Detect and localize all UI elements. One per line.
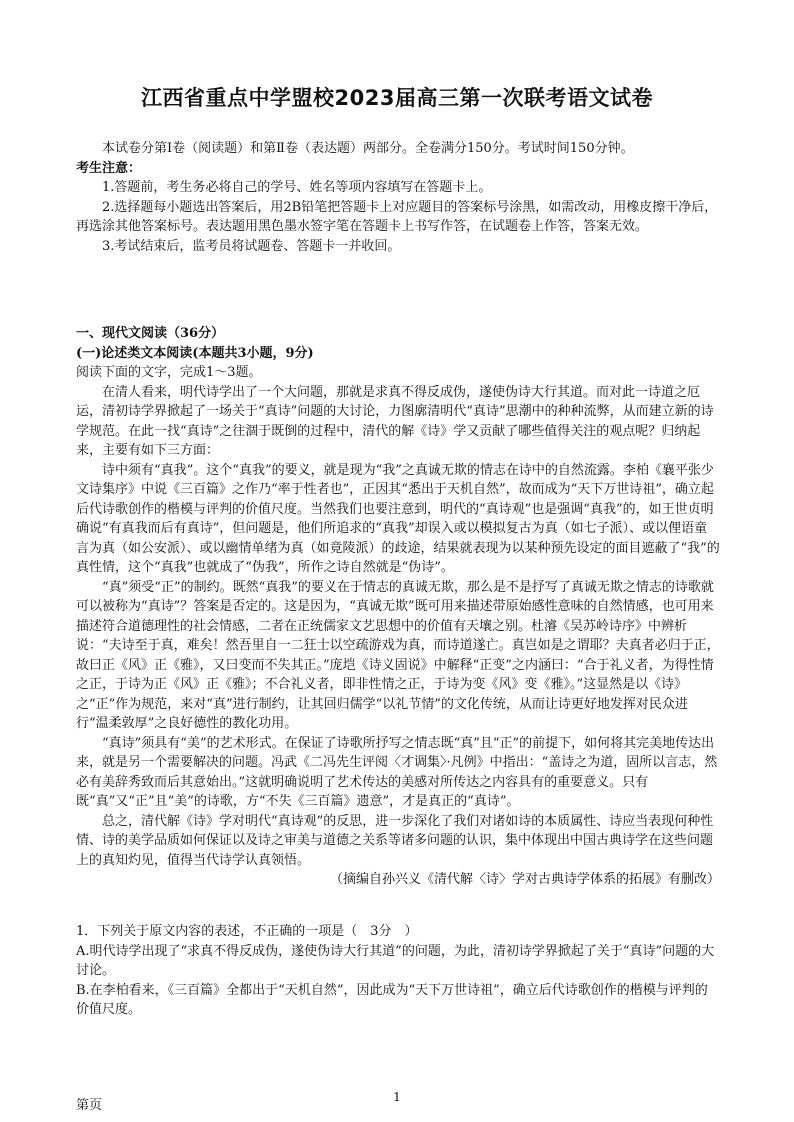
question-stem: 1．下列关于原文内容的表述，不正确的一项是（ 3分 ）: [76, 924, 418, 939]
section-subheading: (一)论述类文本阅读(本题共3小题，9分): [76, 345, 314, 361]
question-option: A.明代诗学出现了“求真不得反成伪，遂使伪诗大行其道”的问题，为此，清初诗学界掀起了关于“真诗”问题的大讨论。: [76, 943, 715, 978]
question-option: B.在李柏看来，《三百篇》全都出于“天机自然”，因此成为“天下万世诗祖”，确立后代诗歌创作的楷模与评判的价值尺度。: [76, 982, 708, 1017]
article-paragraph: “真”须受“正”的制约。既然“真我”的要义在于情志的真诚无欺，那么是不是抒写了真诚无欺之情志的诗歌就可以被称为“真诗”？答案是否定的。这是因为，“真诚无欺”既可用来描述带原始感性意味的自然情感，也可用来描述符合道德理性的社会情感，二者在正统儒家文艺思想中的价值有天壤之别。杜濬《吴苏岭诗序》中辨析说：“夫诗至于真，难矣！然吾里自一二狂士以空疏游戏为真，而诗道遂亡。真岂如是之谓耶？夫真者必归于正，故曰正《风》正《雅》，又曰变而不失其正。”庞垲《诗义固说》中解释“正变”之内涵曰：“合于礼义者，为得性情之正，于诗为正《风》正《雅》；不合礼义者，即非性情之正，于诗为变《风》变《雅》。”这显然是以《诗》之“正”作为规范，来对“真”进行制约，让其回归儒学“以礼节情”的文化传统，从而让诗更好地发挥对民众进行“温柔敦厚”之良好德性的教化功用。: [76, 579, 720, 731]
footer-page-label: 第页: [76, 1098, 103, 1113]
reading-instruction: 阅读下面的文字，完成1～3题。: [76, 365, 262, 380]
exam-title: 江西省重点中学盟校2023届高三第一次联考语文试卷: [141, 86, 653, 110]
question-block: [76, 922, 720, 1020]
notice-item: 1.答题前，考生务必将自己的学号、姓名等项内容填写在答题卡上。: [102, 180, 492, 195]
notice-item: 2.选择题每小题选出答案后，用2B铅笔把答题卡上对应题目的答案标号涂黑，如需改动，用橡皮擦干净后，再选涂其他答案标号。表达题用黑色墨水签字笔在答题卡上书写作答，在试题卷上作答，答案无效。: [76, 199, 718, 234]
article-paragraph: “真诗”须具有“美”的艺术形式。在保证了诗歌所抒写之情志既“真”且“正”的前提下，如何将其完美地传达出来，就是另一个需要解决的问题。冯武《二冯先生评阅〈才调集〉·凡例》中指出：“盖诗之为道，固所以言志，然必有美辞秀致而后其意始出。”这就明确说明了艺术传达的美感对所传达之内容具有的重要意义。只有既“真”又“正”且“美”的诗歌，方“不失《三百篇》遗意”，才是真正的“真诗”。: [76, 735, 718, 809]
article-paragraph: 在清人看来，明代诗学出了一个大问题，那就是求真不得反成伪，遂使伪诗大行其道。而对此一诗道之厄运，清初诗学界掀起了一场关于“真诗”问题的大讨论，力图廓清明代“真诗”思潮中的种种流弊，从而建立新的诗学规范。在此一找“真诗”之往涸于既倒的过程中，清代的解《诗》学又贡献了哪些值得关注的观点呢？归纳起来，主要有如下三方面：: [76, 384, 714, 458]
notice-heading: 考生注意：: [76, 160, 142, 176]
article-source: （摘编自孙兴义《清代解〈诗〉学对古典诗学体系的拓展》有删改）: [329, 872, 720, 887]
notice-item: 3.考试结束后，监考员将试题卷、答题卡一并收回。: [102, 238, 401, 254]
exam-instructions: [76, 139, 720, 256]
section-heading: 一、现代文阅读（36分）: [76, 326, 225, 341]
article-paragraph: 总之，清代解《诗》学对明代“真诗观”的反思，进一步深化了我们对诸如诗的本质属性、诗应当表现何种性情、诗的美学品质如何保证以及诗之审美与道德之关系等诸多问题的认识，集中体现出中国古典诗学在这些问题上的真知灼见，值得当代诗学认真领悟。: [76, 813, 714, 868]
exam-summary: 本试卷分第Ⅰ卷（阅读题）和第Ⅱ卷（表达题）两部分。全卷满分150分。考试时间150分钟。: [102, 141, 634, 156]
footer-page-number: 1: [393, 1090, 401, 1104]
article-paragraph: 诗中须有“真我”。这个“真我”的要义，就是现为“我”之真诚无欺的情志在诗中的自然流露。李柏《襄平张少文诗集序》中说《三百篇》之作乃“率于性者也”，正因其“悉出于天机自然”，故而成为“天下万世诗祖”，确立起后代诗歌创作的楷模与评判的价值尺度。当然我们也要注意到，明代的“真诗观”也是强调“真我”的，如王世贞明确说“有真我而后有真诗”，但问题是，他们所追求的“真我”却误入或以模拟复古为真（如七子派）、或以俚语童言为真（如公安派）、或以幽情单绪为真（如竟陵派）的歧途，结果就表现为以某种预先设定的面目遮蔽了“我”的真性情，这个“真我”也就成了“伪我”，所作之诗自然就是“伪诗”。: [76, 462, 720, 575]
reading-section: [76, 324, 720, 890]
